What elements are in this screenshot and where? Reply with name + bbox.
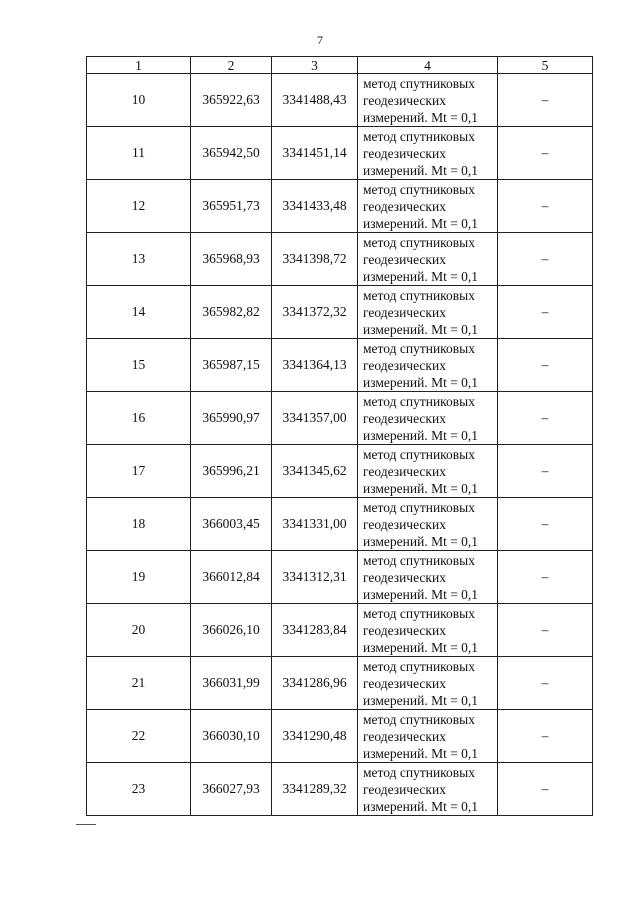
method-line: геодезических	[363, 145, 446, 161]
method-line: метод спутниковых	[363, 287, 475, 303]
method-line: измерений. Mt = 0,1	[363, 109, 479, 125]
method-line: измерений. Mt = 0,1	[363, 639, 479, 655]
coordinate-y: 3341372,32	[272, 286, 358, 339]
method-line: геодезических	[363, 675, 446, 691]
method-line: метод спутниковых	[363, 499, 475, 515]
method-line: метод спутниковых	[363, 764, 475, 780]
method-line: геодезических	[363, 357, 446, 373]
coordinate-x: 365990,97	[191, 392, 272, 445]
method-line: геодезических	[363, 569, 446, 585]
table-row	[87, 339, 593, 392]
method-description	[358, 339, 498, 392]
coordinate-x: 365922,63	[191, 74, 272, 127]
header-col-1: 1	[87, 57, 191, 74]
method-description	[358, 763, 498, 816]
method-line: измерений. Mt = 0,1	[363, 374, 479, 390]
column-5-value: –	[498, 710, 593, 763]
method-description	[358, 498, 498, 551]
method-line: метод спутниковых	[363, 181, 475, 197]
point-number: 10	[87, 74, 191, 127]
point-number: 14	[87, 286, 191, 339]
method-line: геодезических	[363, 410, 446, 426]
column-5-value: –	[498, 127, 593, 180]
coordinate-y: 3341345,62	[272, 445, 358, 498]
point-number: 15	[87, 339, 191, 392]
coordinate-y: 3341283,84	[272, 604, 358, 657]
column-5-value: –	[498, 445, 593, 498]
point-number: 19	[87, 551, 191, 604]
coordinate-x: 366027,93	[191, 763, 272, 816]
method-line: измерений. Mt = 0,1	[363, 586, 479, 602]
column-5-value: –	[498, 392, 593, 445]
footer-mark	[76, 824, 96, 825]
coordinate-y: 3341398,72	[272, 233, 358, 286]
table-row	[87, 180, 593, 233]
method-line: метод спутниковых	[363, 234, 475, 250]
table-body	[87, 74, 593, 816]
page-number: 7	[317, 33, 323, 47]
table-row	[87, 392, 593, 445]
point-number: 11	[87, 127, 191, 180]
header-col-4: 4	[358, 57, 498, 74]
column-5-value: –	[498, 339, 593, 392]
column-5-value: –	[498, 233, 593, 286]
point-number: 20	[87, 604, 191, 657]
table-row	[87, 551, 593, 604]
method-description	[358, 657, 498, 710]
coordinate-x: 365982,82	[191, 286, 272, 339]
method-line: геодезических	[363, 781, 446, 797]
coordinate-x: 366003,45	[191, 498, 272, 551]
point-number: 23	[87, 763, 191, 816]
method-line: метод спутниковых	[363, 446, 475, 462]
method-line: метод спутниковых	[363, 605, 475, 621]
method-description	[358, 604, 498, 657]
method-description	[358, 180, 498, 233]
coordinate-x: 366030,10	[191, 710, 272, 763]
coordinate-y: 3341451,14	[272, 127, 358, 180]
method-description	[358, 74, 498, 127]
method-description	[358, 710, 498, 763]
point-number: 17	[87, 445, 191, 498]
column-5-value: –	[498, 180, 593, 233]
method-description	[358, 233, 498, 286]
method-line: геодезических	[363, 728, 446, 744]
coordinate-x: 365996,21	[191, 445, 272, 498]
table-row	[87, 498, 593, 551]
table-header	[87, 57, 593, 74]
table-row	[87, 604, 593, 657]
method-line: измерений. Mt = 0,1	[363, 162, 479, 178]
coordinate-y: 3341286,96	[272, 657, 358, 710]
method-line: метод спутниковых	[363, 658, 475, 674]
coordinate-y: 3341312,31	[272, 551, 358, 604]
coordinate-x: 366012,84	[191, 551, 272, 604]
point-number: 18	[87, 498, 191, 551]
method-line: геодезических	[363, 198, 446, 214]
method-description	[358, 127, 498, 180]
header-row	[87, 57, 593, 74]
header-col-5: 5	[498, 57, 593, 74]
table-row	[87, 657, 593, 710]
table-row	[87, 763, 593, 816]
method-description	[358, 392, 498, 445]
method-line: геодезических	[363, 92, 446, 108]
method-line: геодезических	[363, 304, 446, 320]
method-line: измерений. Mt = 0,1	[363, 480, 479, 496]
coordinate-y: 3341331,00	[272, 498, 358, 551]
table-row	[87, 445, 593, 498]
column-5-value: –	[498, 657, 593, 710]
coordinate-x: 365951,73	[191, 180, 272, 233]
method-line: геодезических	[363, 251, 446, 267]
method-description	[358, 286, 498, 339]
method-line: измерений. Mt = 0,1	[363, 268, 479, 284]
method-line: измерений. Mt = 0,1	[363, 215, 479, 231]
coordinate-y: 3341364,13	[272, 339, 358, 392]
point-number: 22	[87, 710, 191, 763]
coordinate-x: 365987,15	[191, 339, 272, 392]
column-5-value: –	[498, 286, 593, 339]
coordinate-y: 3341433,48	[272, 180, 358, 233]
column-5-value: –	[498, 763, 593, 816]
method-line: метод спутниковых	[363, 128, 475, 144]
method-line: измерений. Mt = 0,1	[363, 798, 479, 814]
method-line: геодезических	[363, 622, 446, 638]
method-line: метод спутниковых	[363, 711, 475, 727]
table-row	[87, 74, 593, 127]
coordinate-x: 365942,50	[191, 127, 272, 180]
method-line: измерений. Mt = 0,1	[363, 427, 479, 443]
point-number: 21	[87, 657, 191, 710]
method-description	[358, 445, 498, 498]
method-line: измерений. Mt = 0,1	[363, 321, 479, 337]
header-col-3: 3	[272, 57, 358, 74]
coordinates-table	[86, 56, 593, 816]
coordinate-y: 3341488,43	[272, 74, 358, 127]
method-line: измерений. Mt = 0,1	[363, 533, 479, 549]
method-description	[358, 551, 498, 604]
point-number: 13	[87, 233, 191, 286]
coordinate-x: 366026,10	[191, 604, 272, 657]
method-line: метод спутниковых	[363, 552, 475, 568]
method-line: метод спутниковых	[363, 75, 475, 91]
table-row	[87, 710, 593, 763]
coordinate-y: 3341290,48	[272, 710, 358, 763]
column-5-value: –	[498, 604, 593, 657]
table-row	[87, 233, 593, 286]
coordinate-y: 3341289,32	[272, 763, 358, 816]
point-number: 12	[87, 180, 191, 233]
column-5-value: –	[498, 551, 593, 604]
coordinate-y: 3341357,00	[272, 392, 358, 445]
table-row	[87, 286, 593, 339]
method-line: метод спутниковых	[363, 393, 475, 409]
column-5-value: –	[498, 74, 593, 127]
method-line: геодезических	[363, 463, 446, 479]
point-number: 16	[87, 392, 191, 445]
method-line: геодезических	[363, 516, 446, 532]
method-line: измерений. Mt = 0,1	[363, 745, 479, 761]
coordinate-x: 366031,99	[191, 657, 272, 710]
method-line: метод спутниковых	[363, 340, 475, 356]
table-row	[87, 127, 593, 180]
coordinate-x: 365968,93	[191, 233, 272, 286]
column-5-value: –	[498, 498, 593, 551]
method-line: измерений. Mt = 0,1	[363, 692, 479, 708]
header-col-2: 2	[191, 57, 272, 74]
